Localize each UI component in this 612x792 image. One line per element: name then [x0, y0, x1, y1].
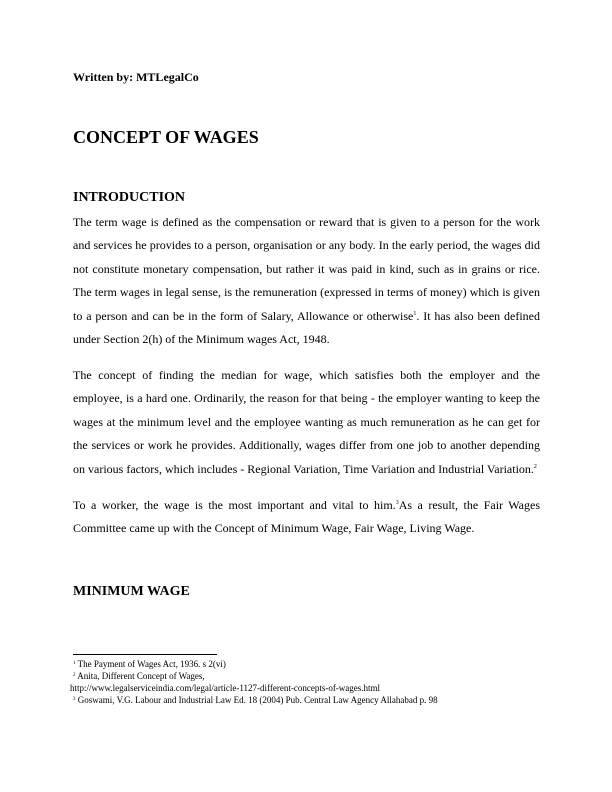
author-line: Written by: MTLegalCo — [73, 70, 199, 84]
text-line: The term wage is defined as the compensation or reward that is given to a person for the work — [73, 215, 540, 229]
text-line — [73, 305, 540, 328]
footnote-ref-3[interactable]: 3 — [395, 500, 399, 506]
text-segment: As a result, the Fair Wages — [398, 498, 540, 512]
text-line: not constitute monetary compensation, but rather it was paid in kind, such as in grains or rice. — [73, 261, 540, 276]
text-segment: to a person and can be in the form of Salary, Allowance or otherwise — [73, 308, 414, 323]
footnote-link[interactable]: http://www.legalserviceindia.com/legal/article-1127-different-concepts-of-wages.html — [70, 683, 381, 693]
footnote-2-url[interactable] — [70, 683, 380, 694]
text-segment: . It has also been defined — [416, 308, 540, 323]
text-line — [73, 458, 540, 481]
text-line: under Section 2(h) of the Minimum wages Act, 1948. — [73, 332, 330, 347]
text-line: the services or work he provides. Additionally, wages differ from one job to another depending — [73, 438, 540, 453]
text-line: employee, is a hard one. Ordinarily, the reason for that being - the employer wanting to keep the — [73, 391, 540, 406]
text-line: The concept of finding the median for wage, which satisfies both the employer and the — [73, 368, 540, 382]
text-segment: To a worker, the wage is the most important and vital to him. — [73, 498, 396, 512]
footnote-ref-2[interactable]: 2 — [533, 463, 537, 470]
intro-paragraph-3 — [73, 494, 540, 541]
footnote-2 — [73, 671, 205, 682]
footnote-ref-1[interactable]: 1 — [413, 310, 417, 317]
footnote-3 — [73, 695, 438, 706]
footnote-number: 1 — [73, 661, 76, 666]
text-line: and services he provides to a person, organisation or any body. In the early period, the wages did — [73, 238, 540, 253]
text-line: Committee came up with the Concept of Minimum Wage, Fair Wage, Living Wage. — [73, 521, 475, 536]
text-line: The term wages in legal sense, is the remuneration (expressed in terms of money) which is given — [73, 285, 540, 300]
footnote-text: Goswami, V.G. Labour and Industrial Law Ed. 18 (2004) Pub. Central Law Agency Allahabad p. 98 — [77, 695, 438, 705]
intro-paragraph-2 — [73, 364, 540, 481]
text-line — [73, 494, 540, 517]
footnote-1 — [73, 659, 226, 670]
footnote-text: The Payment of Wages Act, 1936. s 2(vi) — [77, 659, 226, 669]
section-heading-introduction: INTRODUCTION — [73, 190, 186, 205]
footnote-separator — [73, 654, 217, 655]
footnote-number: 2 — [73, 673, 76, 678]
intro-paragraph-1 — [73, 211, 540, 351]
text-segment: on various factors, which includes - Regional Variation, Time Variation and Industrial Variation. — [73, 461, 534, 476]
document-title: CONCEPT OF WAGES — [73, 127, 259, 147]
footnote-number: 3 — [73, 697, 76, 702]
section-heading-minimum-wage: MINIMUM WAGE — [73, 584, 190, 599]
footnote-text: Anita, Different Concept of Wages, — [77, 671, 205, 681]
text-line: wages at the minimum level and the employee wanting as much remuneration as he can get for — [73, 414, 540, 429]
